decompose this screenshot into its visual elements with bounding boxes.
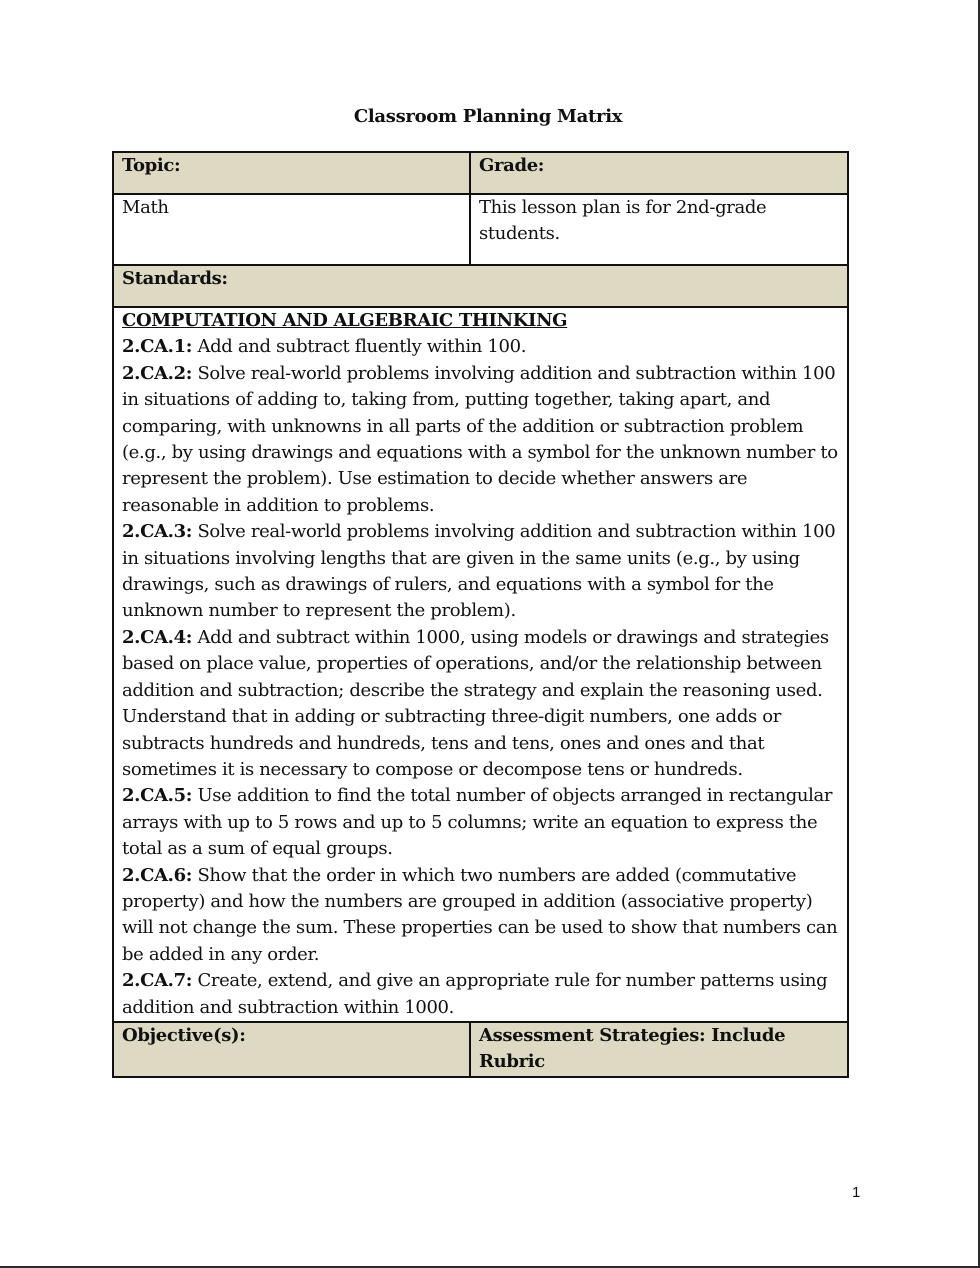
topic-value: Math	[113, 194, 470, 265]
standards-label: Standards:	[113, 265, 848, 307]
standards-cell	[113, 307, 848, 1022]
standard-item	[122, 361, 839, 519]
standard-text: Use addition to find the total number of objects arranged in rectangular arrays with up to 5 rows and up to 5 columns; write an equation to express the total as a sum of equal groups.	[122, 785, 833, 860]
standard-code: 2.CA.6:	[122, 864, 193, 886]
standard-text: Show that the order in which two numbers are added (commutative property) and how the numbers are grouped in addition (associative property) will not change the sum. These properties can be used to show that numbers can be added in any order.	[122, 864, 838, 965]
planning-matrix-table	[112, 151, 849, 1078]
standard-item	[122, 863, 839, 969]
topic-label: Topic:	[113, 152, 470, 194]
standard-code: 2.CA.2:	[122, 362, 193, 384]
standard-text: Add and subtract within 1000, using models or drawings and strategies based on place value, properties of operations, and/or the relationship between addition and subtraction; describe the strategy and explain the reasoning used. Understand that in adding or subtracting three-digit numbers, one adds or subtracts hundreds and hundreds, tens and tens, ones and ones and that sometimes it is necessary to compose or decompose tens or hundreds.	[122, 626, 829, 780]
objectives-assessment-row	[113, 1022, 848, 1077]
standard-text: Solve real-world problems involving addition and subtraction within 100 in situations involving lengths that are given in the same units (e.g., by using drawings, such as drawings of rulers, and equations with a symbol for the unknown number to represent the problem).	[122, 521, 836, 622]
standards-heading: COMPUTATION AND ALGEBRAIC THINKING	[122, 310, 568, 331]
standards-body-row	[113, 307, 848, 1022]
standards-list	[122, 334, 839, 1021]
standard-item	[122, 519, 839, 625]
standards-header-row	[113, 265, 848, 307]
standard-text: Add and subtract fluently within 100.	[197, 336, 527, 358]
grade-label: Grade:	[470, 152, 848, 194]
grade-value: This lesson plan is for 2nd-grade students.	[470, 194, 848, 265]
standard-code: 2.CA.4:	[122, 626, 193, 648]
objectives-label: Objective(s):	[113, 1022, 470, 1077]
document-title: Classroom Planning Matrix	[353, 106, 623, 127]
assessment-label: Assessment Strategies: Include Rubric	[470, 1022, 848, 1077]
standard-item	[122, 334, 839, 360]
topic-grade-header-row	[113, 152, 848, 194]
topic-grade-value-row	[113, 194, 848, 265]
standard-item	[122, 783, 839, 862]
standard-code: 2.CA.1:	[122, 336, 193, 358]
standard-code: 2.CA.3:	[122, 521, 193, 543]
standard-code: 2.CA.7:	[122, 970, 193, 992]
standard-code: 2.CA.5:	[122, 785, 193, 807]
standard-text: Solve real-world problems involving addition and subtraction within 100 in situations of adding to, taking from, putting together, taking apart, and comparing, with unknowns in all parts of the addition or subtraction problem (e.g., by using drawings and equations with a symbol for the unknown number to represent the problem). Use estimation to decide whether answers are reasonable in addition to problems.	[122, 362, 838, 516]
standard-text: Create, extend, and give an appropriate rule for number patterns using addition and subtraction within 1000.	[122, 970, 828, 1018]
standard-item	[122, 968, 839, 1021]
page-number: 1	[852, 1184, 861, 1201]
standard-item	[122, 625, 839, 783]
